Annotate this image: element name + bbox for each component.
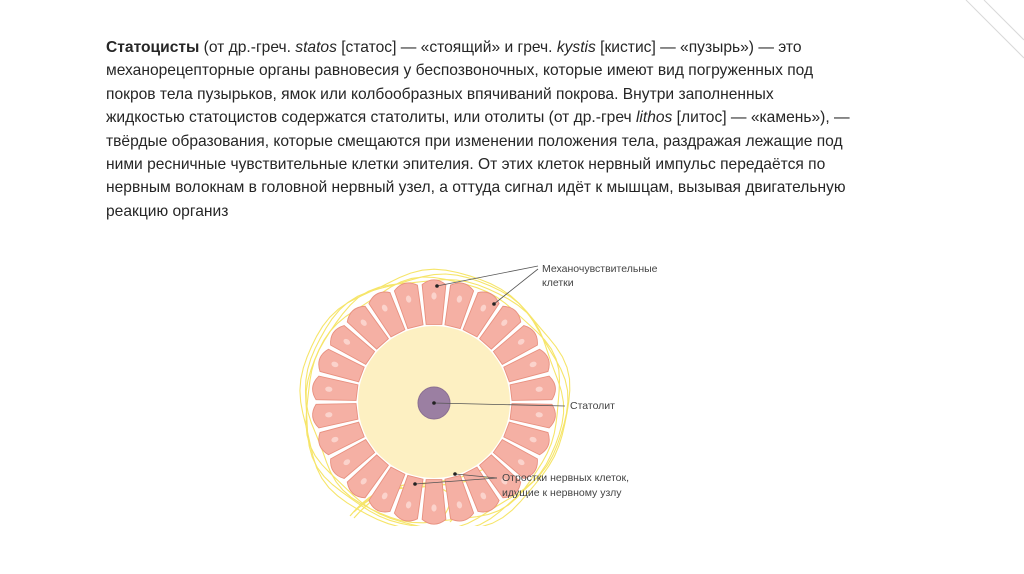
- text-segment-3: [кистис] — «пузырь») — это механорецепторные органы равновесия у беспозвоночных, которые имеют вид погруженных под покров тела пузырьков, ямок или колбообразных впячиваний покрова. Внутри заполненных жидкостью статоцистов содержатся статолиты, или отолиты (от др.-греч: [106, 39, 814, 127]
- cell-nucleus: [431, 504, 436, 511]
- sensory-cell: [422, 280, 446, 325]
- text-segment-4: [литос] — «камень»), — твёрдые образования, которые смещаются при изменении положения тела, раздражая лежащие под ними ресничные чувствительные клетки эпителия. От этих клеток нервный импульс передаётся по нервным волокнам в головной нервный узел, а оттуда сигнал идёт к мышцам, вызывая двигательную реакцию организ: [106, 109, 850, 220]
- label-nerve-processes-1: Отростки нервных клеток,: [502, 472, 630, 484]
- statocyst-diagram: [290, 236, 690, 526]
- cell-nucleus: [431, 292, 436, 299]
- label-nerve-processes-2: идущие к нервному узлу: [502, 487, 622, 499]
- label-statolith: Статолит: [570, 400, 615, 412]
- text-segment-1: (от др.-греч.: [199, 39, 296, 56]
- text-block: [106, 36, 1006, 223]
- sensory-cell: [422, 480, 446, 525]
- term-statocysts: Статоцисты: [106, 39, 200, 56]
- text-segment-2: [статос] — «стоящий» и греч.: [336, 39, 557, 56]
- label-mechanosensory-cells-2: клетки: [542, 277, 574, 289]
- label-mechanosensory-cells-1: Механочувствительные: [542, 263, 658, 275]
- greek-word-kystis: kystis: [556, 39, 596, 56]
- greek-word-lithos: lithos: [635, 109, 673, 127]
- definition-paragraph: [106, 36, 1006, 223]
- greek-word-statos: statos: [295, 39, 337, 56]
